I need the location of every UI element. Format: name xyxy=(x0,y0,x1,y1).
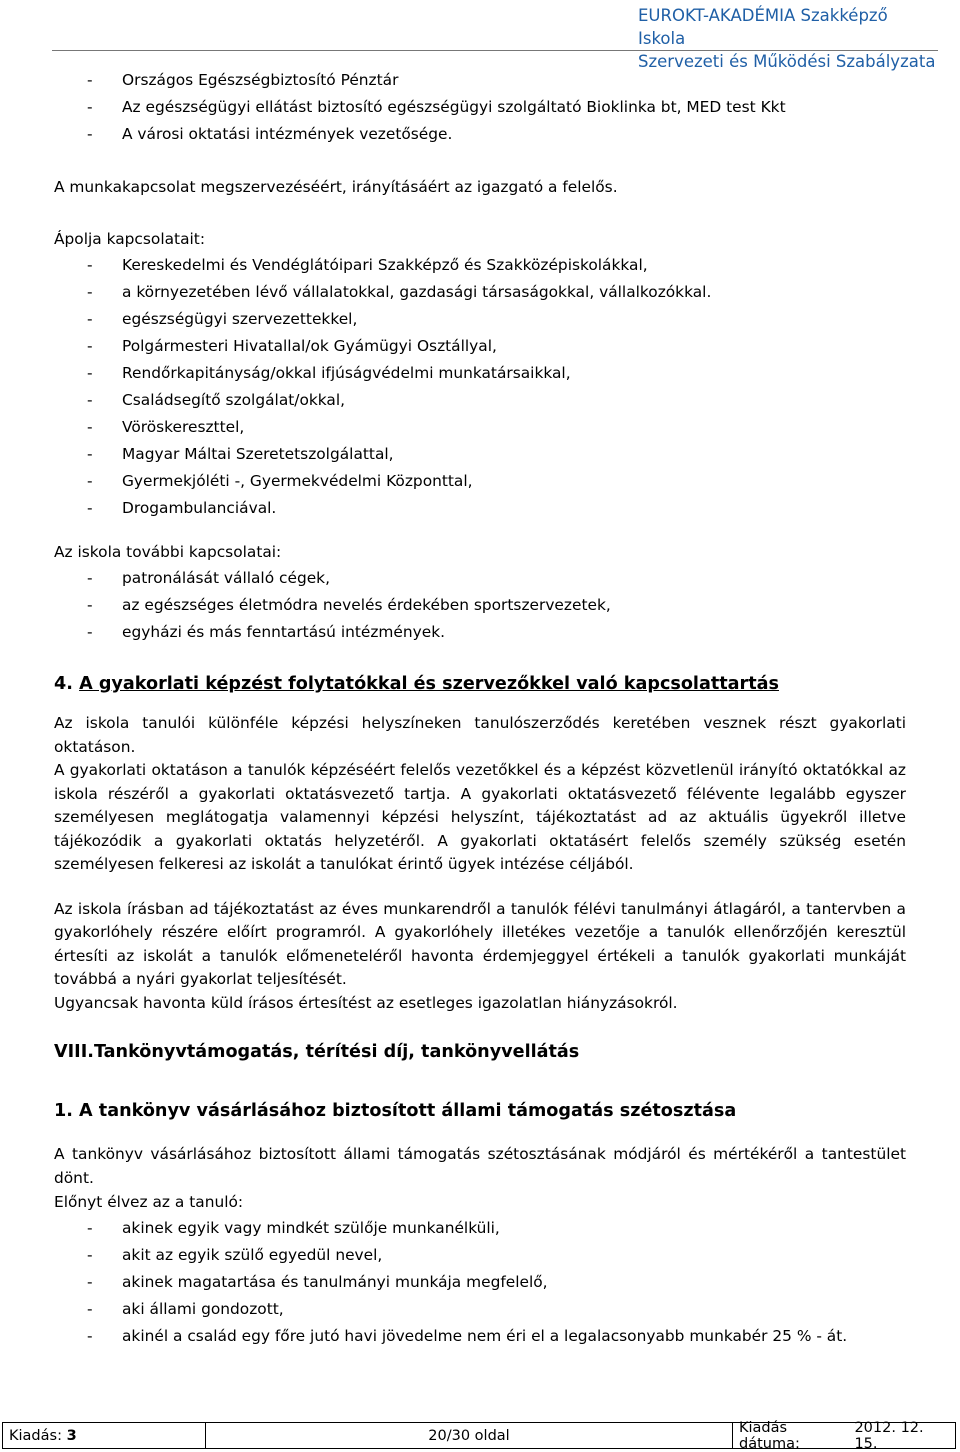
list-item: - Vöröskereszttel, xyxy=(87,418,245,436)
list-item: - az egészséges életmódra nevelés érdekében sportszervezetek, xyxy=(87,596,611,614)
list-item: - akinél a család egy főre jutó havi jövedelme nem éri el a legalacsonyabb munkabér 25 % - át. xyxy=(87,1327,848,1345)
list-item: - Magyar Máltai Szeretetszolgálattal, xyxy=(87,445,394,463)
header-divider xyxy=(52,50,938,51)
elony-label: Előnyt élvez az a tanuló: xyxy=(54,1193,244,1211)
list-item: - Drogambulanciával. xyxy=(87,499,277,517)
apolja-list xyxy=(54,252,906,522)
section-4-paragraph: Az iskola tanulói különféle képzési helyszíneken tanulószerződés keretében vesznek részt gyakorlati oktatáson. xyxy=(54,714,906,756)
list-item: - Polgármesteri Hivatallal/ok Gyámügyi Osztállyal, xyxy=(87,337,497,355)
elony-list xyxy=(54,1215,906,1350)
list-item: - patronálását vállaló cégek, xyxy=(87,569,330,587)
list-item: - Rendőrkapitányság/okkal ifjúságvédelmi munkatársaikkal, xyxy=(87,364,571,382)
list-item: - Kereskedelmi és Vendéglátóipari Szakképző és Szakközépiskolákkal, xyxy=(87,256,648,274)
list-item: - a környezetében lévő vállalatokkal, gazdasági társaságokkal, vállalkozókkal. xyxy=(87,283,712,301)
section-4-heading: 4. A gyakorlati képzést folytatókkal és szervezőkkel való kapcsolattartás xyxy=(54,674,779,694)
footer-page-number: 20/30 oldal xyxy=(206,1423,733,1448)
section-viii-heading: VIII.Tankönyvtámogatás, térítési díj, tankönyvellátás xyxy=(54,1042,580,1062)
list-item: - Családsegítő szolgálat/okkal, xyxy=(87,391,346,409)
section-4-paragraph: Ugyancsak havonta küld írásos értesítést az esetleges igazolatlan hiányzásokról. xyxy=(54,993,678,1012)
section-1-heading: 1. A tankönyv vásárlásához biztosított állami támogatás szétosztása xyxy=(54,1101,737,1121)
list-item: - Országos Egészségbiztosító Pénztár xyxy=(87,71,399,89)
list-item: - Gyermekjóléti -, Gyermekvédelmi Központtal, xyxy=(87,472,473,490)
list-item: - akinek egyik vagy mindkét szülője munkanélküli, xyxy=(87,1219,500,1237)
list-item: - akit az egyik szülő egyedül nevel, xyxy=(87,1246,383,1264)
tovabbi-list xyxy=(54,565,906,646)
section-1-paragraph: A tankönyv vásárlásához biztosított állami támogatás szétosztásának módjáról és mértékéről a tantestület dönt. xyxy=(54,1145,906,1187)
document-footer xyxy=(2,1419,956,1452)
apolja-label: Ápolja kapcsolatait: xyxy=(54,230,205,248)
section-4-paragraph: Az iskola írásban ad tájékoztatást az éves munkarendről a tanulók félévi tanulmányi átlagáról, a tantervben a gyakorlóhely részére előírt programról. A gyakorlóhely illetékes vezetője a tanulók ellenőrzőjén keresztül értesíti az iskolát a tanulók előmeneteléről havonta érdemjeggyel értékeli a tanulók gyakorlati munkáját továbbá a nyári gyakorlat teljesítését. xyxy=(54,899,906,988)
list-item: - egyházi és más fenntartású intézmények. xyxy=(87,623,446,641)
list-item: - akinek magatartása és tanulmányi munkája megfelelő, xyxy=(87,1273,548,1291)
list-item: - Az egészségügyi ellátást biztosító egészségügyi szolgáltató Bioklinka bt, MED test Kkt xyxy=(87,98,786,116)
tovabbi-label: Az iskola további kapcsolatai: xyxy=(54,543,282,561)
document-header xyxy=(638,4,938,73)
header-doc-title: Szervezeti és Működési Szabályzata xyxy=(638,52,936,71)
munkakapcsolat-paragraph: A munkakapcsolat megszervezéséért, irányításáért az igazgató a felelős. xyxy=(54,178,618,196)
section-4-paragraph: A gyakorlati oktatáson a tanulók képzéséért felelős vezetőkkel és a képzést közvetlenül irányító oktatókkal az iskola részéről a gyakorlati oktatásvezető tartja. A gyakorlati oktatásvezető félévente legalább egyszer személyesen meglátogatja valamennyi képzési helyszínt, tájékoztatást ad az aktuális ügyekről illetve tájékozódik a gyakorlati oktatás helyzetéről. A gyakorlati oktatásért felelős személy szükség esetén személyesen felkeresi az iskolát a tanulókat érintő ügyek intézése céljából. xyxy=(54,761,906,873)
list-top xyxy=(54,67,906,148)
list-item: - egészségügyi szervezettekkel, xyxy=(87,310,358,328)
footer-edition: Kiadás: 3 xyxy=(3,1423,206,1448)
footer-edition-date: Kiadás dátuma: 2012. 12. 15. xyxy=(739,1419,924,1452)
document-body xyxy=(54,67,906,1350)
list-item: - A városi oktatási intézmények vezetősége. xyxy=(87,125,453,143)
list-item: - aki állami gondozott, xyxy=(87,1300,284,1318)
header-school-name: EUROKT-AKADÉMIA Szakképző Iskola xyxy=(638,6,888,48)
